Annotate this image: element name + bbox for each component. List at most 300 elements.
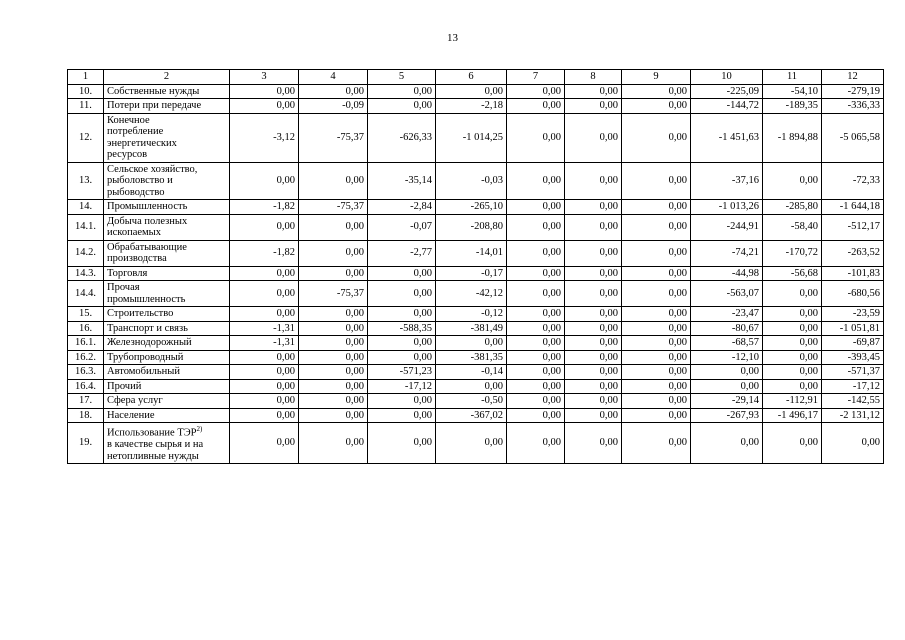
indicator-name-line xyxy=(107,337,226,349)
value-cell: -14,01 xyxy=(436,240,507,266)
indicator-name-text: Сельское хозяйство, xyxy=(107,163,198,175)
indicator-name-text: Прочая xyxy=(107,282,140,293)
value-cell: -68,57 xyxy=(691,336,763,351)
value-cell: -2 131,12 xyxy=(822,408,884,423)
value-cell: 0,00 xyxy=(299,350,368,365)
value-cell: 0,00 xyxy=(622,162,691,200)
indicator-name-text: рыбоводство xyxy=(107,186,165,198)
value-cell: 0,00 xyxy=(822,423,884,464)
row-number: 14. xyxy=(68,200,104,215)
value-cell: 0,00 xyxy=(763,336,822,351)
value-cell: -263,52 xyxy=(822,240,884,266)
table-row xyxy=(68,350,884,365)
value-cell: -367,02 xyxy=(436,408,507,423)
value-cell: 0,00 xyxy=(565,394,622,409)
value-cell: -680,56 xyxy=(822,281,884,307)
value-cell: 0,00 xyxy=(565,214,622,240)
value-cell: 0,00 xyxy=(436,84,507,99)
value-cell: 0,00 xyxy=(507,379,565,394)
value-cell: 0,00 xyxy=(565,321,622,336)
indicator-name-text: Промышленность xyxy=(107,201,188,212)
row-indicator-name xyxy=(104,113,230,162)
value-cell: -381,49 xyxy=(436,321,507,336)
row-number: 10. xyxy=(68,84,104,99)
header-cell: 9 xyxy=(622,70,691,85)
indicator-name-text: Автомобильный xyxy=(107,366,180,377)
header-cell: 7 xyxy=(507,70,565,85)
value-cell: -72,33 xyxy=(822,162,884,200)
value-cell: -1,82 xyxy=(230,240,299,266)
value-cell: 0,00 xyxy=(622,214,691,240)
value-cell: 0,00 xyxy=(565,240,622,266)
indicator-name-text: промышленность xyxy=(107,293,186,305)
indicator-name-line xyxy=(107,164,226,176)
value-cell: 0,00 xyxy=(299,214,368,240)
value-cell: 0,00 xyxy=(565,350,622,365)
row-number: 18. xyxy=(68,408,104,423)
value-cell: 0,00 xyxy=(507,321,565,336)
value-cell: -58,40 xyxy=(763,214,822,240)
indicator-name-line xyxy=(107,86,226,98)
value-cell: 0,00 xyxy=(565,99,622,114)
value-cell: -29,14 xyxy=(691,394,763,409)
indicator-name-text: Потери при передаче xyxy=(107,100,202,111)
indicator-name-text: потребление xyxy=(107,126,164,137)
value-cell: 0,00 xyxy=(507,408,565,423)
row-number: 16.3. xyxy=(68,365,104,380)
value-cell: -563,07 xyxy=(691,281,763,307)
value-cell: 0,00 xyxy=(565,408,622,423)
value-cell: 0,00 xyxy=(368,408,436,423)
indicator-name-text: Население xyxy=(107,409,155,421)
value-cell: 0,00 xyxy=(299,408,368,423)
value-cell: -1 496,17 xyxy=(763,408,822,423)
indicator-name-line xyxy=(107,187,226,199)
header-cell: 12 xyxy=(822,70,884,85)
value-cell: -0,50 xyxy=(436,394,507,409)
value-cell: -74,21 xyxy=(691,240,763,266)
value-cell: 0,00 xyxy=(368,99,436,114)
value-cell: -208,80 xyxy=(436,214,507,240)
value-cell: -336,33 xyxy=(822,99,884,114)
indicator-name-line xyxy=(107,395,226,407)
value-cell: 0,00 xyxy=(507,240,565,266)
row-indicator-name xyxy=(104,307,230,322)
indicator-name-text: Торговля xyxy=(107,267,148,279)
table-row xyxy=(68,266,884,281)
value-cell: -170,72 xyxy=(763,240,822,266)
value-cell: -2,18 xyxy=(436,99,507,114)
indicator-name-line xyxy=(107,100,226,112)
header-cell: 10 xyxy=(691,70,763,85)
row-number: 12. xyxy=(68,113,104,162)
value-cell: 0,00 xyxy=(622,365,691,380)
value-cell: 0,00 xyxy=(299,162,368,200)
value-cell: 0,00 xyxy=(230,394,299,409)
table-row xyxy=(68,423,884,464)
value-cell: 0,00 xyxy=(622,307,691,322)
indicator-name-text: Строительство xyxy=(107,308,174,319)
value-cell: 0,00 xyxy=(565,281,622,307)
table-row xyxy=(68,379,884,394)
value-cell: 0,00 xyxy=(622,99,691,114)
indicator-name-text: Трубопроводный xyxy=(107,351,184,363)
table-row xyxy=(68,240,884,266)
row-number: 13. xyxy=(68,162,104,200)
value-cell: 0,00 xyxy=(507,200,565,215)
value-cell: 0,00 xyxy=(507,162,565,200)
indicator-name-text: производства xyxy=(107,253,167,264)
value-cell: 0,00 xyxy=(622,336,691,351)
value-cell: -2,77 xyxy=(368,240,436,266)
value-cell: 0,00 xyxy=(507,423,565,464)
value-cell: -0,12 xyxy=(436,307,507,322)
indicator-name-text: ресурсов xyxy=(107,149,148,160)
value-cell: -80,67 xyxy=(691,321,763,336)
value-cell: -0,03 xyxy=(436,162,507,200)
row-number: 19. xyxy=(68,423,104,464)
value-cell: 0,00 xyxy=(565,336,622,351)
indicator-name-line xyxy=(107,126,226,138)
indicator-name-line xyxy=(107,381,226,393)
value-cell: -23,47 xyxy=(691,307,763,322)
indicator-name-text: Собственные нужды xyxy=(107,85,200,97)
value-cell: 0,00 xyxy=(622,200,691,215)
indicator-name-line xyxy=(107,451,226,463)
value-cell: -0,14 xyxy=(436,365,507,380)
value-cell: -1 013,26 xyxy=(691,200,763,215)
indicator-name-text: Транспорт и связь xyxy=(107,322,188,334)
value-cell: -69,87 xyxy=(822,336,884,351)
value-cell: 0,00 xyxy=(622,84,691,99)
value-cell: 0,00 xyxy=(565,162,622,200)
value-cell: 0,00 xyxy=(368,307,436,322)
header-cell: 4 xyxy=(299,70,368,85)
table-row xyxy=(68,365,884,380)
value-cell: 0,00 xyxy=(230,214,299,240)
indicator-name-line xyxy=(107,115,226,127)
indicator-name-text: нетопливные нужды xyxy=(107,450,199,462)
value-cell: 0,00 xyxy=(368,281,436,307)
indicator-name-line xyxy=(107,308,226,320)
value-cell: -75,37 xyxy=(299,281,368,307)
value-cell: 0,00 xyxy=(368,84,436,99)
value-cell: 0,00 xyxy=(230,408,299,423)
row-indicator-name xyxy=(104,336,230,351)
table-row xyxy=(68,113,884,162)
indicator-name-text: Использование ТЭР xyxy=(107,427,197,439)
value-cell: -37,16 xyxy=(691,162,763,200)
value-cell: -571,23 xyxy=(368,365,436,380)
value-cell: 0,00 xyxy=(763,307,822,322)
value-cell: -1 014,25 xyxy=(436,113,507,162)
value-cell: 0,00 xyxy=(230,84,299,99)
value-cell: -56,68 xyxy=(763,266,822,281)
row-indicator-name xyxy=(104,350,230,365)
table-row xyxy=(68,408,884,423)
value-cell: -17,12 xyxy=(368,379,436,394)
value-cell: 0,00 xyxy=(299,266,368,281)
row-indicator-name xyxy=(104,321,230,336)
value-cell: 0,00 xyxy=(507,281,565,307)
value-cell: -381,35 xyxy=(436,350,507,365)
header-cell: 6 xyxy=(436,70,507,85)
row-indicator-name xyxy=(104,394,230,409)
value-cell: -0,17 xyxy=(436,266,507,281)
value-cell: 0,00 xyxy=(507,307,565,322)
value-cell: -75,37 xyxy=(299,113,368,162)
page-number: 13 xyxy=(447,32,458,44)
row-number: 16.4. xyxy=(68,379,104,394)
value-cell: 0,00 xyxy=(622,266,691,281)
footnote-marker: 2) xyxy=(196,425,203,433)
row-indicator-name xyxy=(104,162,230,200)
value-cell: 0,00 xyxy=(622,379,691,394)
indicator-name-line xyxy=(107,282,226,294)
value-cell: 0,00 xyxy=(622,423,691,464)
row-number: 14.4. xyxy=(68,281,104,307)
row-number: 14.1. xyxy=(68,214,104,240)
value-cell: -35,14 xyxy=(368,162,436,200)
value-cell: 0,00 xyxy=(565,379,622,394)
value-cell: 0,00 xyxy=(507,394,565,409)
value-cell: 0,00 xyxy=(565,200,622,215)
value-cell: 0,00 xyxy=(230,365,299,380)
value-cell: 0,00 xyxy=(507,214,565,240)
row-indicator-name xyxy=(104,266,230,281)
row-number: 16.1. xyxy=(68,336,104,351)
value-cell: 0,00 xyxy=(691,365,763,380)
table-row xyxy=(68,214,884,240)
row-indicator-name xyxy=(104,240,230,266)
row-indicator-name xyxy=(104,84,230,99)
value-cell: -3,12 xyxy=(230,113,299,162)
value-cell: -1 451,63 xyxy=(691,113,763,162)
table-row xyxy=(68,336,884,351)
value-cell: 0,00 xyxy=(299,423,368,464)
row-indicator-name xyxy=(104,214,230,240)
table-row xyxy=(68,307,884,322)
indicator-name-line xyxy=(107,439,226,451)
value-cell: 0,00 xyxy=(565,266,622,281)
table-row xyxy=(68,200,884,215)
value-cell: -17,12 xyxy=(822,379,884,394)
header-cell: 2 xyxy=(104,70,230,85)
indicator-name-text: Конечное xyxy=(107,114,150,126)
row-indicator-name xyxy=(104,200,230,215)
value-cell: 0,00 xyxy=(622,321,691,336)
row-indicator-name xyxy=(104,379,230,394)
value-cell: -626,33 xyxy=(368,113,436,162)
row-number: 17. xyxy=(68,394,104,409)
value-cell: 0,00 xyxy=(368,350,436,365)
value-cell: 0,00 xyxy=(230,307,299,322)
value-cell: 0,00 xyxy=(565,365,622,380)
indicator-name-text: энергетических xyxy=(107,137,177,149)
value-cell: 0,00 xyxy=(763,423,822,464)
value-cell: -244,91 xyxy=(691,214,763,240)
value-cell: -1 894,88 xyxy=(763,113,822,162)
row-number: 14.3. xyxy=(68,266,104,281)
value-cell: 0,00 xyxy=(368,423,436,464)
value-cell: 0,00 xyxy=(763,350,822,365)
indicator-name-line xyxy=(107,323,226,335)
indicator-name-text: рыболовство и xyxy=(107,175,173,186)
row-indicator-name xyxy=(104,281,230,307)
value-cell: -44,98 xyxy=(691,266,763,281)
value-cell: -1,31 xyxy=(230,321,299,336)
value-cell: 0,00 xyxy=(565,307,622,322)
value-cell: 0,00 xyxy=(763,281,822,307)
indicator-name-line xyxy=(107,268,226,280)
row-number: 11. xyxy=(68,99,104,114)
value-cell: -1 051,81 xyxy=(822,321,884,336)
table-row xyxy=(68,84,884,99)
value-cell: -512,17 xyxy=(822,214,884,240)
value-cell: 0,00 xyxy=(436,379,507,394)
energy-balance-table xyxy=(67,69,884,464)
value-cell: 0,00 xyxy=(565,84,622,99)
indicator-name-line xyxy=(107,149,226,161)
value-cell: 0,00 xyxy=(299,240,368,266)
value-cell: -23,59 xyxy=(822,307,884,322)
table-header-row xyxy=(68,70,884,85)
value-cell: 0,00 xyxy=(299,321,368,336)
value-cell: 0,00 xyxy=(230,281,299,307)
value-cell: -588,35 xyxy=(368,321,436,336)
value-cell: 0,00 xyxy=(763,162,822,200)
value-cell: 0,00 xyxy=(299,365,368,380)
indicator-name-line xyxy=(107,410,226,422)
value-cell: 0,00 xyxy=(230,99,299,114)
value-cell: 0,00 xyxy=(507,365,565,380)
indicator-name-line xyxy=(107,242,226,254)
table-row xyxy=(68,321,884,336)
value-cell: 0,00 xyxy=(691,423,763,464)
value-cell: 0,00 xyxy=(691,379,763,394)
value-cell: 0,00 xyxy=(299,379,368,394)
value-cell: 0,00 xyxy=(507,336,565,351)
value-cell: 0,00 xyxy=(299,336,368,351)
header-cell: 1 xyxy=(68,70,104,85)
value-cell: -142,55 xyxy=(822,394,884,409)
row-number: 16. xyxy=(68,321,104,336)
value-cell: 0,00 xyxy=(368,266,436,281)
header-cell: 3 xyxy=(230,70,299,85)
value-cell: 0,00 xyxy=(230,379,299,394)
indicator-name-line xyxy=(107,216,226,228)
value-cell: -2,84 xyxy=(368,200,436,215)
header-cell: 5 xyxy=(368,70,436,85)
value-cell: -267,93 xyxy=(691,408,763,423)
row-number: 16.2. xyxy=(68,350,104,365)
value-cell: 0,00 xyxy=(763,365,822,380)
indicator-name-line xyxy=(107,138,226,150)
table-row xyxy=(68,394,884,409)
value-cell: -225,09 xyxy=(691,84,763,99)
value-cell: 0,00 xyxy=(507,266,565,281)
row-indicator-name xyxy=(104,408,230,423)
indicator-name-text: Прочий xyxy=(107,380,142,392)
indicator-name-line xyxy=(107,175,226,187)
indicator-name-line xyxy=(107,201,226,213)
value-cell: 0,00 xyxy=(368,394,436,409)
table-row xyxy=(68,162,884,200)
value-cell: 0,00 xyxy=(565,423,622,464)
indicator-name-line xyxy=(107,294,226,306)
indicator-name-text: Добыча полезных xyxy=(107,215,188,227)
indicator-name-line xyxy=(107,424,226,439)
value-cell: -42,12 xyxy=(436,281,507,307)
row-number: 14.2. xyxy=(68,240,104,266)
table-row xyxy=(68,281,884,307)
value-cell: -101,83 xyxy=(822,266,884,281)
value-cell: 0,00 xyxy=(507,113,565,162)
value-cell: 0,00 xyxy=(622,113,691,162)
value-cell: 0,00 xyxy=(299,307,368,322)
value-cell: -54,10 xyxy=(763,84,822,99)
value-cell: -1 644,18 xyxy=(822,200,884,215)
value-cell: -279,19 xyxy=(822,84,884,99)
value-cell: 0,00 xyxy=(507,84,565,99)
value-cell: 0,00 xyxy=(622,394,691,409)
indicator-name-line xyxy=(107,352,226,364)
value-cell: -189,35 xyxy=(763,99,822,114)
value-cell: -571,37 xyxy=(822,365,884,380)
value-cell: 0,00 xyxy=(230,162,299,200)
value-cell: 0,00 xyxy=(230,423,299,464)
value-cell: 0,00 xyxy=(507,350,565,365)
value-cell: 0,00 xyxy=(622,281,691,307)
indicator-name-text: в качестве сырья и на xyxy=(107,439,204,450)
row-number: 15. xyxy=(68,307,104,322)
value-cell: -1,82 xyxy=(230,200,299,215)
indicator-name-text: Обрабатывающие xyxy=(107,241,187,253)
value-cell: -5 065,58 xyxy=(822,113,884,162)
value-cell: -265,10 xyxy=(436,200,507,215)
indicator-name-text: Железнодорожный xyxy=(107,337,192,348)
value-cell: -285,80 xyxy=(763,200,822,215)
value-cell: -393,45 xyxy=(822,350,884,365)
indicator-name-text: Сфера услуг xyxy=(107,395,163,406)
value-cell: 0,00 xyxy=(230,266,299,281)
value-cell: 0,00 xyxy=(230,350,299,365)
header-cell: 11 xyxy=(763,70,822,85)
value-cell: -144,72 xyxy=(691,99,763,114)
indicator-name-line xyxy=(107,227,226,239)
value-cell: -0,07 xyxy=(368,214,436,240)
value-cell: 0,00 xyxy=(368,336,436,351)
value-cell: 0,00 xyxy=(565,113,622,162)
value-cell: 0,00 xyxy=(299,84,368,99)
value-cell: 0,00 xyxy=(507,99,565,114)
value-cell: 0,00 xyxy=(622,240,691,266)
value-cell: -0,09 xyxy=(299,99,368,114)
indicator-name-line xyxy=(107,366,226,378)
value-cell: 0,00 xyxy=(622,408,691,423)
value-cell: -112,91 xyxy=(763,394,822,409)
value-cell: -75,37 xyxy=(299,200,368,215)
header-cell: 8 xyxy=(565,70,622,85)
row-indicator-name xyxy=(104,365,230,380)
table-row xyxy=(68,99,884,114)
value-cell: 0,00 xyxy=(763,321,822,336)
row-indicator-name xyxy=(104,423,230,464)
value-cell: 0,00 xyxy=(763,379,822,394)
value-cell: -1,31 xyxy=(230,336,299,351)
indicator-name-line xyxy=(107,253,226,265)
value-cell: 0,00 xyxy=(436,423,507,464)
